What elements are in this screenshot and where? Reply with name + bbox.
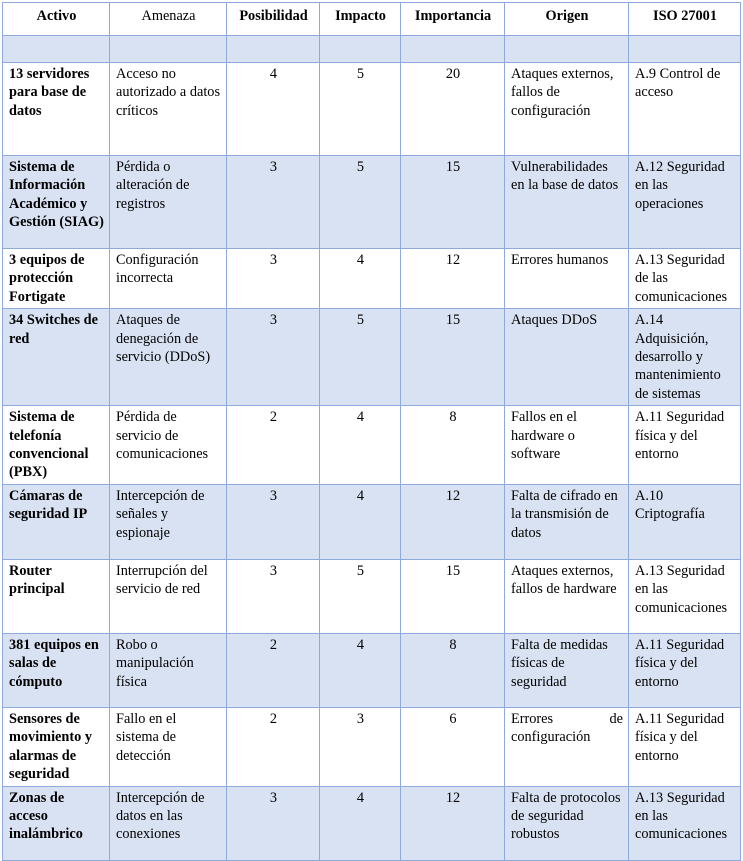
cell-importancia: 12 [401,484,505,559]
cell-impacto: 4 [320,249,401,309]
cell-iso: A.13 Seguridad en las comunicaciones [629,786,741,860]
cell-activo: 3 equipos de protección Fortigate [3,249,110,309]
header-activo: Activo [3,3,110,36]
cell-impacto: 5 [320,559,401,633]
cell-origen: Falta de medidas físicas de seguridad [505,633,629,707]
cell-posibilidad: 3 [227,309,320,406]
table-row [3,309,741,406]
cell-impacto: 4 [320,484,401,559]
spacer-cell [629,36,741,63]
risk-table [2,2,741,861]
table-row [3,484,741,559]
cell-iso: A.13 Seguridad en las comunicaciones [629,559,741,633]
cell-amenaza: Interrupción del servicio de red [110,559,227,633]
cell-iso: A.13 Seguridad de las comunicaciones [629,249,741,309]
header-amenaza: Amenaza [110,3,227,36]
cell-posibilidad: 2 [227,406,320,485]
cell-origen: Ataques DDoS [505,309,629,406]
cell-posibilidad: 3 [227,249,320,309]
cell-posibilidad: 2 [227,707,320,786]
table-row [3,786,741,860]
cell-activo: Sistema de Información Académico y Gestión (SIAG) [3,156,110,249]
table-row [3,156,741,249]
cell-importancia: 8 [401,633,505,707]
cell-activo: Cámaras de seguridad IP [3,484,110,559]
cell-activo: Router principal [3,559,110,633]
cell-iso: A.11 Seguridad física y del entorno [629,406,741,485]
cell-importancia: 15 [401,156,505,249]
cell-activo: 381 equipos en salas de cómputo [3,633,110,707]
cell-impacto: 4 [320,633,401,707]
cell-origen: Vulnerabilidades en la base de datos [505,156,629,249]
spacer-cell [3,36,110,63]
table-row [3,406,741,485]
cell-activo: 13 servidores para base de datos [3,63,110,156]
table-row [3,249,741,309]
header-iso: ISO 27001 [629,3,741,36]
cell-activo: Sistema de telefonía convencional (PBX) [3,406,110,485]
cell-posibilidad: 3 [227,484,320,559]
cell-amenaza: Configuración incorrecta [110,249,227,309]
cell-posibilidad: 4 [227,63,320,156]
cell-activo: Sensores de movimiento y alarmas de seguridad [3,707,110,786]
cell-importancia: 12 [401,249,505,309]
cell-origen: Fallos en el hardware o software [505,406,629,485]
header-origen: Origen [505,3,629,36]
cell-iso: A.11 Seguridad física y del entorno [629,707,741,786]
cell-origen: Ataques externos, fallos de hardware [505,559,629,633]
cell-impacto: 3 [320,707,401,786]
spacer-cell [320,36,401,63]
header-importancia: Importancia [401,3,505,36]
table-row [3,707,741,786]
cell-origen: Falta de cifrado en la transmisión de datos [505,484,629,559]
cell-iso: A.12 Seguridad en las operaciones [629,156,741,249]
table-row [3,559,741,633]
cell-importancia: 12 [401,786,505,860]
cell-origen: Errores humanos [505,249,629,309]
spacer-cell [505,36,629,63]
header-spacer-row [3,36,741,63]
cell-importancia: 6 [401,707,505,786]
cell-importancia: 15 [401,309,505,406]
cell-iso: A.9 Control de acceso [629,63,741,156]
cell-impacto: 5 [320,309,401,406]
spacer-cell [110,36,227,63]
cell-importancia: 8 [401,406,505,485]
cell-iso: A.14 Adquisición, desarrollo y mantenimiento de sistemas [629,309,741,406]
cell-iso: A.11 Seguridad física y del entorno [629,633,741,707]
cell-amenaza: Ataques de denegación de servicio (DDoS) [110,309,227,406]
cell-impacto: 4 [320,406,401,485]
spacer-cell [401,36,505,63]
table-row [3,633,741,707]
cell-amenaza: Intercepción de señales y espionaje [110,484,227,559]
cell-origen: Ataques externos, fallos de configuración [505,63,629,156]
cell-impacto: 4 [320,786,401,860]
cell-amenaza: Intercepción de datos en las conexiones [110,786,227,860]
cell-posibilidad: 3 [227,559,320,633]
cell-importancia: 20 [401,63,505,156]
cell-posibilidad: 3 [227,786,320,860]
cell-posibilidad: 3 [227,156,320,249]
cell-amenaza: Pérdida de servicio de comunicaciones [110,406,227,485]
cell-origen: Errores de configuración [505,707,629,786]
cell-origen: Falta de protocolos de seguridad robustos [505,786,629,860]
header-impacto: Impacto [320,3,401,36]
cell-importancia: 15 [401,559,505,633]
header-posibilidad: Posibilidad [227,3,320,36]
cell-amenaza: Acceso no autorizado a datos críticos [110,63,227,156]
cell-activo: 34 Switches de red [3,309,110,406]
cell-impacto: 5 [320,156,401,249]
cell-activo: Zonas de acceso inalámbrico [3,786,110,860]
cell-amenaza: Pérdida o alteración de registros [110,156,227,249]
cell-impacto: 5 [320,63,401,156]
spacer-cell [227,36,320,63]
cell-amenaza: Robo o manipulación física [110,633,227,707]
table-row [3,63,741,156]
cell-iso: A.10 Criptografía [629,484,741,559]
cell-amenaza: Fallo en el sistema de detección [110,707,227,786]
cell-posibilidad: 2 [227,633,320,707]
header-row [3,3,741,36]
